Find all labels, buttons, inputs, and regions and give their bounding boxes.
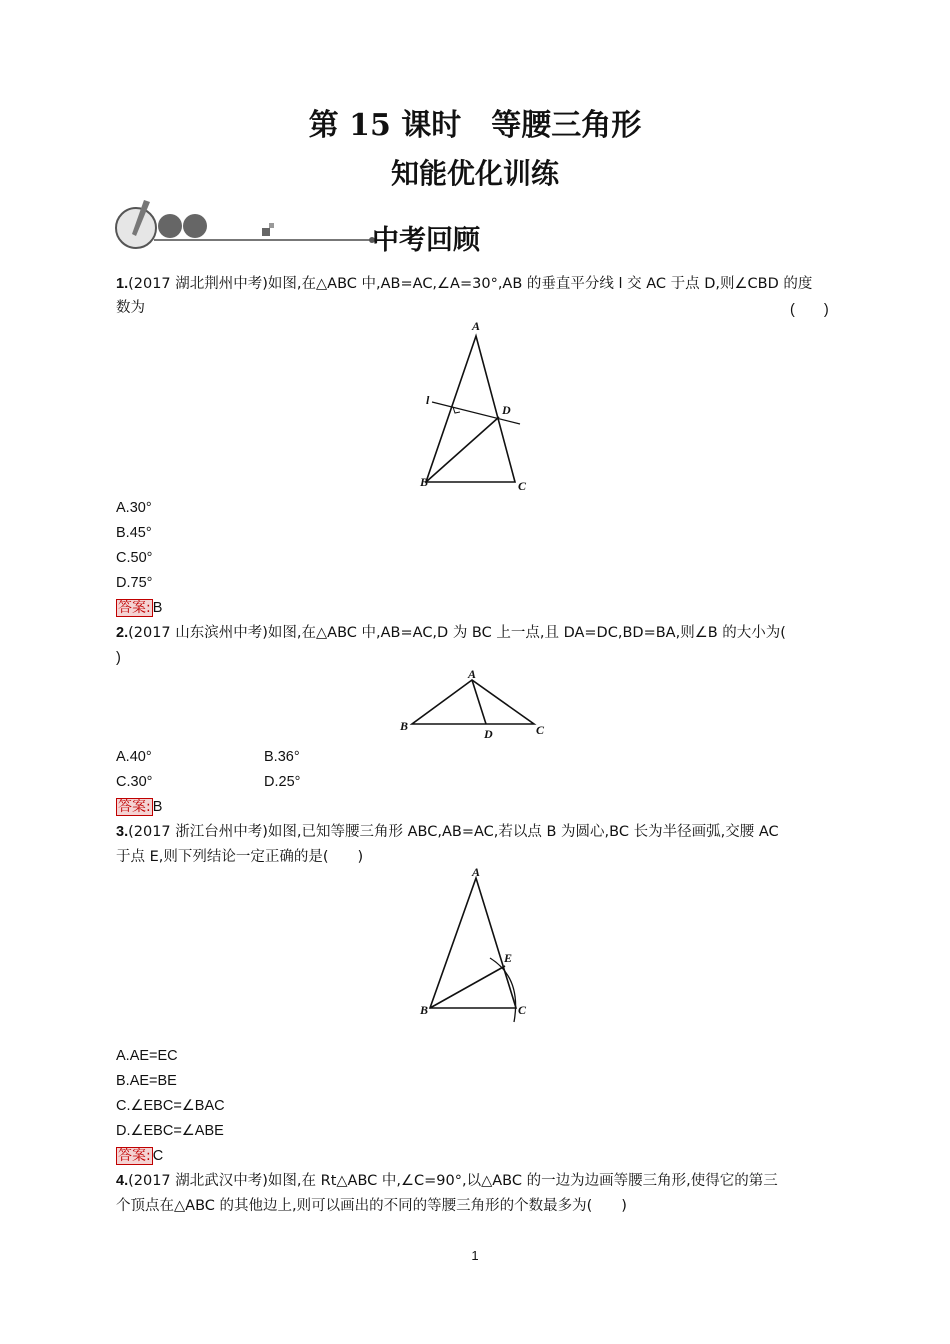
q2-answer: B: [152, 799, 163, 815]
q2-label-C: C: [536, 723, 545, 737]
q1-option-c: C.50°: [116, 550, 153, 566]
page-number: 1: [471, 1248, 479, 1263]
q1-option-d: D.75°: [116, 575, 153, 591]
q1-stem: (2017 湖北荆州中考)如图,在△ABC 中,AB=AC,∠A=30°,AB 的垂直平分线 l 交 AC 于点 D,则∠CBD 的度: [128, 276, 813, 292]
q2-number: 2.: [116, 625, 129, 641]
q1-number: 1.: [116, 276, 129, 292]
q4-text-line1: [116, 1171, 778, 1191]
q2-option-a: A.40°: [116, 749, 152, 765]
q2-label-D: D: [484, 727, 493, 741]
q3-answer-row: [116, 1146, 163, 1166]
q3-label-B: B: [420, 1003, 429, 1017]
q3-figure: [414, 862, 544, 1032]
q2-label-A: A: [468, 667, 477, 681]
q3-label-A: A: [472, 865, 481, 879]
q1-figure: [410, 316, 540, 496]
q2-stem: (2017 山东滨州中考)如图,在△ABC 中,AB=AC,D 为 BC 上一点,且 DA=DC,BD=BA,则∠B 的大小为(: [128, 625, 786, 641]
q2-figure: [396, 664, 556, 744]
q3-option-c: C.∠EBC=∠BAC: [116, 1098, 225, 1114]
q3-label-E: E: [504, 951, 513, 965]
q1-answer-row: [116, 598, 162, 618]
q3-text-line1: [116, 822, 779, 842]
q4-stem: (2017 湖北武汉中考)如图,在 Rt△ABC 中,∠C=90°,以△ABC 的一边为边画等腰三角形,使得它的第三: [128, 1173, 778, 1189]
q1-text-line2: 数为: [116, 300, 145, 316]
q3-number: 3.: [116, 824, 129, 840]
q1-answer-paren: ( ): [790, 302, 829, 318]
q2-text-line2: ): [116, 650, 121, 666]
q2-option-b: B.36°: [264, 749, 300, 765]
q4-number: 4.: [116, 1173, 129, 1189]
q3-option-a: A.AE=EC: [116, 1048, 178, 1064]
q2-answer-row: [116, 797, 162, 817]
q4-text-line2: 个顶点在△ABC 的其他边上,则可以画出的不同的等腰三角形的个数最多为( ): [116, 1198, 627, 1214]
q3-answer: C: [152, 1148, 164, 1164]
q1-option-b: B.45°: [116, 525, 152, 541]
q3-text-line2: 于点 E,则下列结论一定正确的是( ): [116, 849, 364, 865]
q1-text-line1: [116, 274, 812, 294]
section-title: 中考回顾: [372, 225, 480, 256]
answer-label: 答案:: [118, 799, 151, 815]
q2-option-d: D.25°: [264, 774, 301, 790]
dot-icon: [183, 214, 207, 238]
answer-label: 答案:: [118, 600, 151, 616]
q1-label-A: A: [472, 319, 481, 333]
page-title: 第 15 课时 等腰三角形: [308, 108, 642, 143]
answer-label: 答案:: [118, 1148, 151, 1164]
dot-icon: [158, 214, 182, 238]
q1-label-D: D: [502, 403, 511, 417]
q1-label-B: B: [420, 475, 429, 489]
page-subtitle: 知能优化训练: [390, 157, 559, 190]
q2-label-B: B: [400, 719, 409, 733]
q1-option-a: A.30°: [116, 500, 152, 516]
q3-option-b: B.AE=BE: [116, 1073, 177, 1089]
q3-option-d: D.∠EBC=∠ABE: [116, 1123, 224, 1139]
q2-option-c: C.30°: [116, 774, 153, 790]
q2-text-line1: [116, 623, 786, 643]
q1-answer: B: [152, 600, 163, 616]
q1-label-C: C: [518, 479, 527, 493]
q3-label-C: C: [518, 1003, 527, 1017]
q1-label-l: l: [426, 393, 430, 407]
q3-stem: (2017 浙江台州中考)如图,已知等腰三角形 ABC,AB=AC,若以点 B 为圆心,BC 长为半径画弧,交腰 AC: [128, 824, 779, 840]
